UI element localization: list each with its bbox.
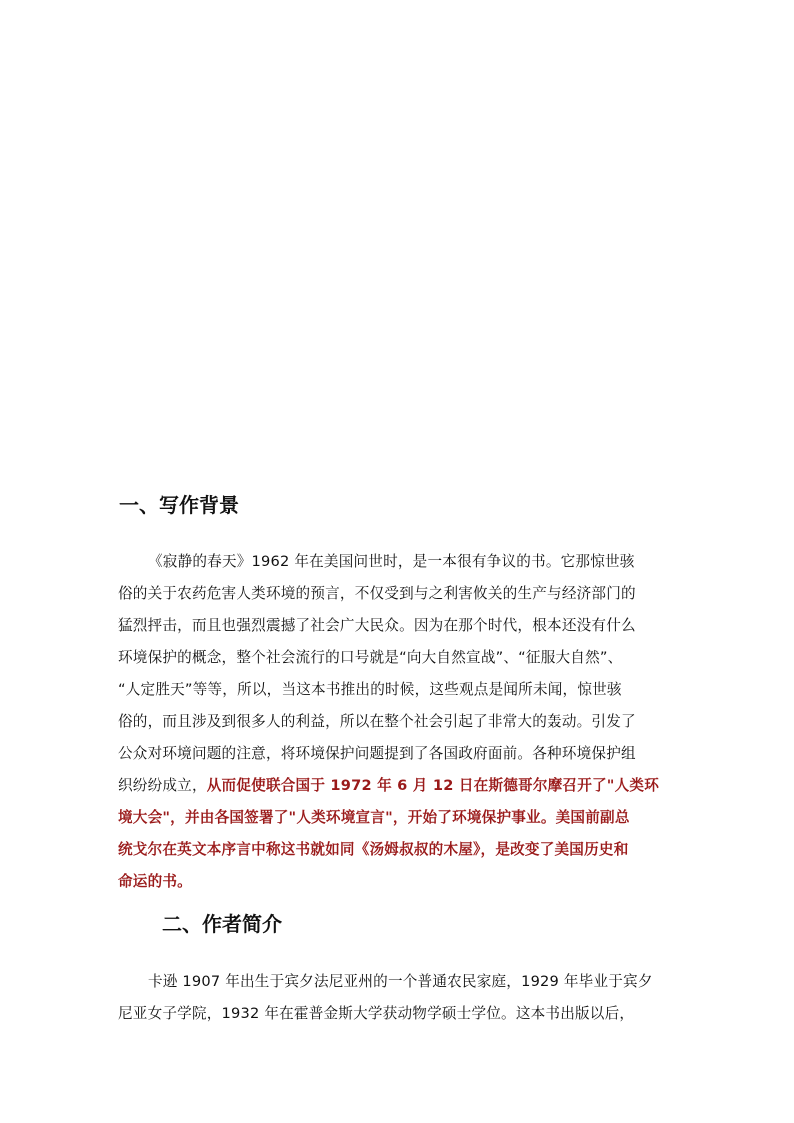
paragraph-line: 猛烈抨击，而且也强烈震撼了社会广大民众。因为在那个时代，根本还没有什么: [118, 617, 636, 634]
paragraph-line-mixed: [118, 770, 692, 802]
paragraph-text: 织纷纷成立，: [118, 777, 207, 794]
highlighted-line: 境大会"，并由各国签署了"人类环境宣言"，开始了环境保护事业。美国前副总: [118, 809, 630, 826]
paragraph-line: 俗的，而且涉及到很多人的利益，所以在整个社会引起了非常大的轰动。引发了: [118, 713, 636, 730]
highlighted-line: 统戈尔在英文本序言中称这书就如同《汤姆叔叔的木屋》，是改变了美国历史和: [118, 841, 629, 858]
paragraph-line: 公众对环境问题的注意，将环境保护问题提到了各国政府面前。各种环境保护组: [118, 745, 636, 762]
highlighted-line: 命运的书。: [118, 873, 192, 890]
section-heading-writing-background: 一、写作背景: [119, 493, 239, 517]
highlighted-text: 从而促使联合国于 1972 年 6 月 12 日在斯德哥尔摩召开了"人类环: [206, 777, 659, 794]
paragraph-line: 俗的关于农药危害人类环境的预言，不仅受到与之利害攸关的生产与经济部门的: [118, 585, 636, 602]
paragraph-line: 环境保护的概念，整个社会流行的口号就是“向大自然宣战”、“征服大自然”、: [118, 649, 623, 666]
paragraph-line: 《寂静的春天》1962 年在美国问世时，是一本很有争议的书。它那惊世骇: [148, 553, 635, 570]
author-intro-paragraph: [118, 966, 692, 1030]
paragraph-line: “人定胜天”等等，所以，当这本书推出的时候，这些观点是闻所未闻，惊世骇: [118, 681, 622, 698]
paragraph-line: 卡逊 1907 年出生于宾夕法尼亚州的一个普通农民家庭，1929 年毕业于宾夕: [148, 973, 653, 990]
writing-background-paragraph: [118, 546, 692, 898]
section-heading-author-intro: 二、作者简介: [162, 912, 282, 936]
paragraph-line: 尼亚女子学院，1932 年在霍普金斯大学获动物学硕士学位。这本书出版以后，: [118, 1005, 635, 1022]
